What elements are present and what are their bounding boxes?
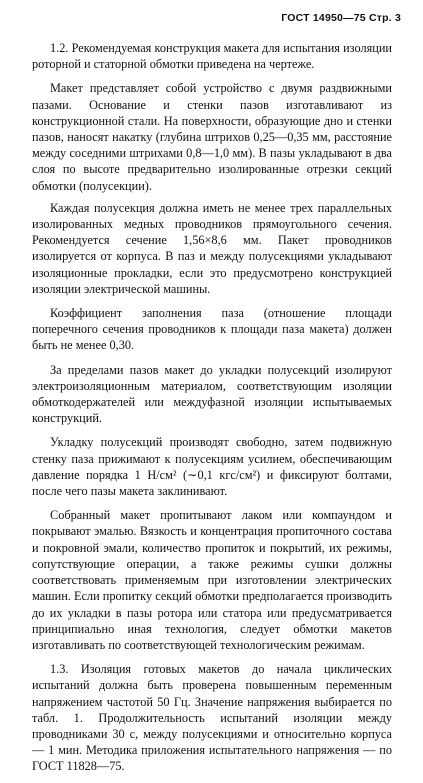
paragraph-outside-slots: За пределами пазов макет до укладки полусекций изолируют электроизоляционным материалом, соответствующим изоляции обмоткодержателей или междуфазной изоляции испытываемых конструкций. <box>32 362 392 426</box>
paragraph-1-2: 1.2. Рекомендуемая конструкция макета для испытания изоляции роторной и статорной обмотки приведена на чертеже. <box>32 41 392 72</box>
paragraph-1-3: 1.3. Изоляция готовых макетов до начала циклических испытаний должна быть проверена повышенным переменным напряжением частотой 50 Гц. Значение напряжения выбирается по табл. 1. Продолжительность испытаний изоляции между проводниками 30 с, между полусекциями и относительно корпуса — 1 мин. Методика приложения испытательного напряжения — по ГОСТ 11828—75. <box>32 662 392 774</box>
paragraph-laying: Укладку полусекций производят свободно, затем подвижную стенку паза прижимают к полусекциям усилием, обеспечивающим давление порядка 1 Н/см² (∼0,1 кгс/см²) и фиксируют болтами, после чего пазы макета заклинивают. <box>32 435 392 499</box>
page-header <box>281 12 401 24</box>
paragraph-impregnation: Собранный макет пропитывают лаком или компаундом и покрывают эмалью. Вязкость и концентрация пропиточного состава и покровной эмали, количество пропиток и покрытий, их режимы, сопутствующие операции, а также режимы сушки должны соответствовать применяемым при изготовлении электрических машин. Если пропитку секций обмотки предполагается производить до их укладки в пазы ротора или статора или предусматривается принципиально иная технология, следует обмотки макетов изготавливать по соответствующей технологическим режимам. <box>32 508 392 652</box>
document-body <box>32 40 392 783</box>
paragraph-model-description: Макет представляет собой устройство с двумя раздвижными пазами. Основание и стенки пазов изготавливают из конструкционной стали. На поверхности, образующие дно и стенки пазов, наносят накатку (глубина штрихов 0,25—0,35 мм, расстояние между соседними штрихами 0,8—1,0 мм). В пазы укладывают в два слоя по высоте предварительно изолированные отрезки секций обмотки (полусекции). <box>32 81 392 193</box>
page-number: Стр. 3 <box>368 12 401 24</box>
paragraph-fill-factor: Коэффициент заполнения паза (отношение площади поперечного сечения проводников к площади паза макета) должен быть не менее 0,30. <box>32 306 392 353</box>
paragraph-half-section: Каждая полусекция должна иметь не менее трех параллельных изолированных медных проводников прямоугольного сечения. Рекомендуется сечение 1,56×8,6 мм. Пакет проводников изолируется от корпуса. В паз и между полусекциями укладывают изоляционные прокладки, если это предусмотрено конструкцией изоляции электрической машины. <box>32 200 392 296</box>
standard-number: ГОСТ 14950—75 <box>281 12 366 24</box>
